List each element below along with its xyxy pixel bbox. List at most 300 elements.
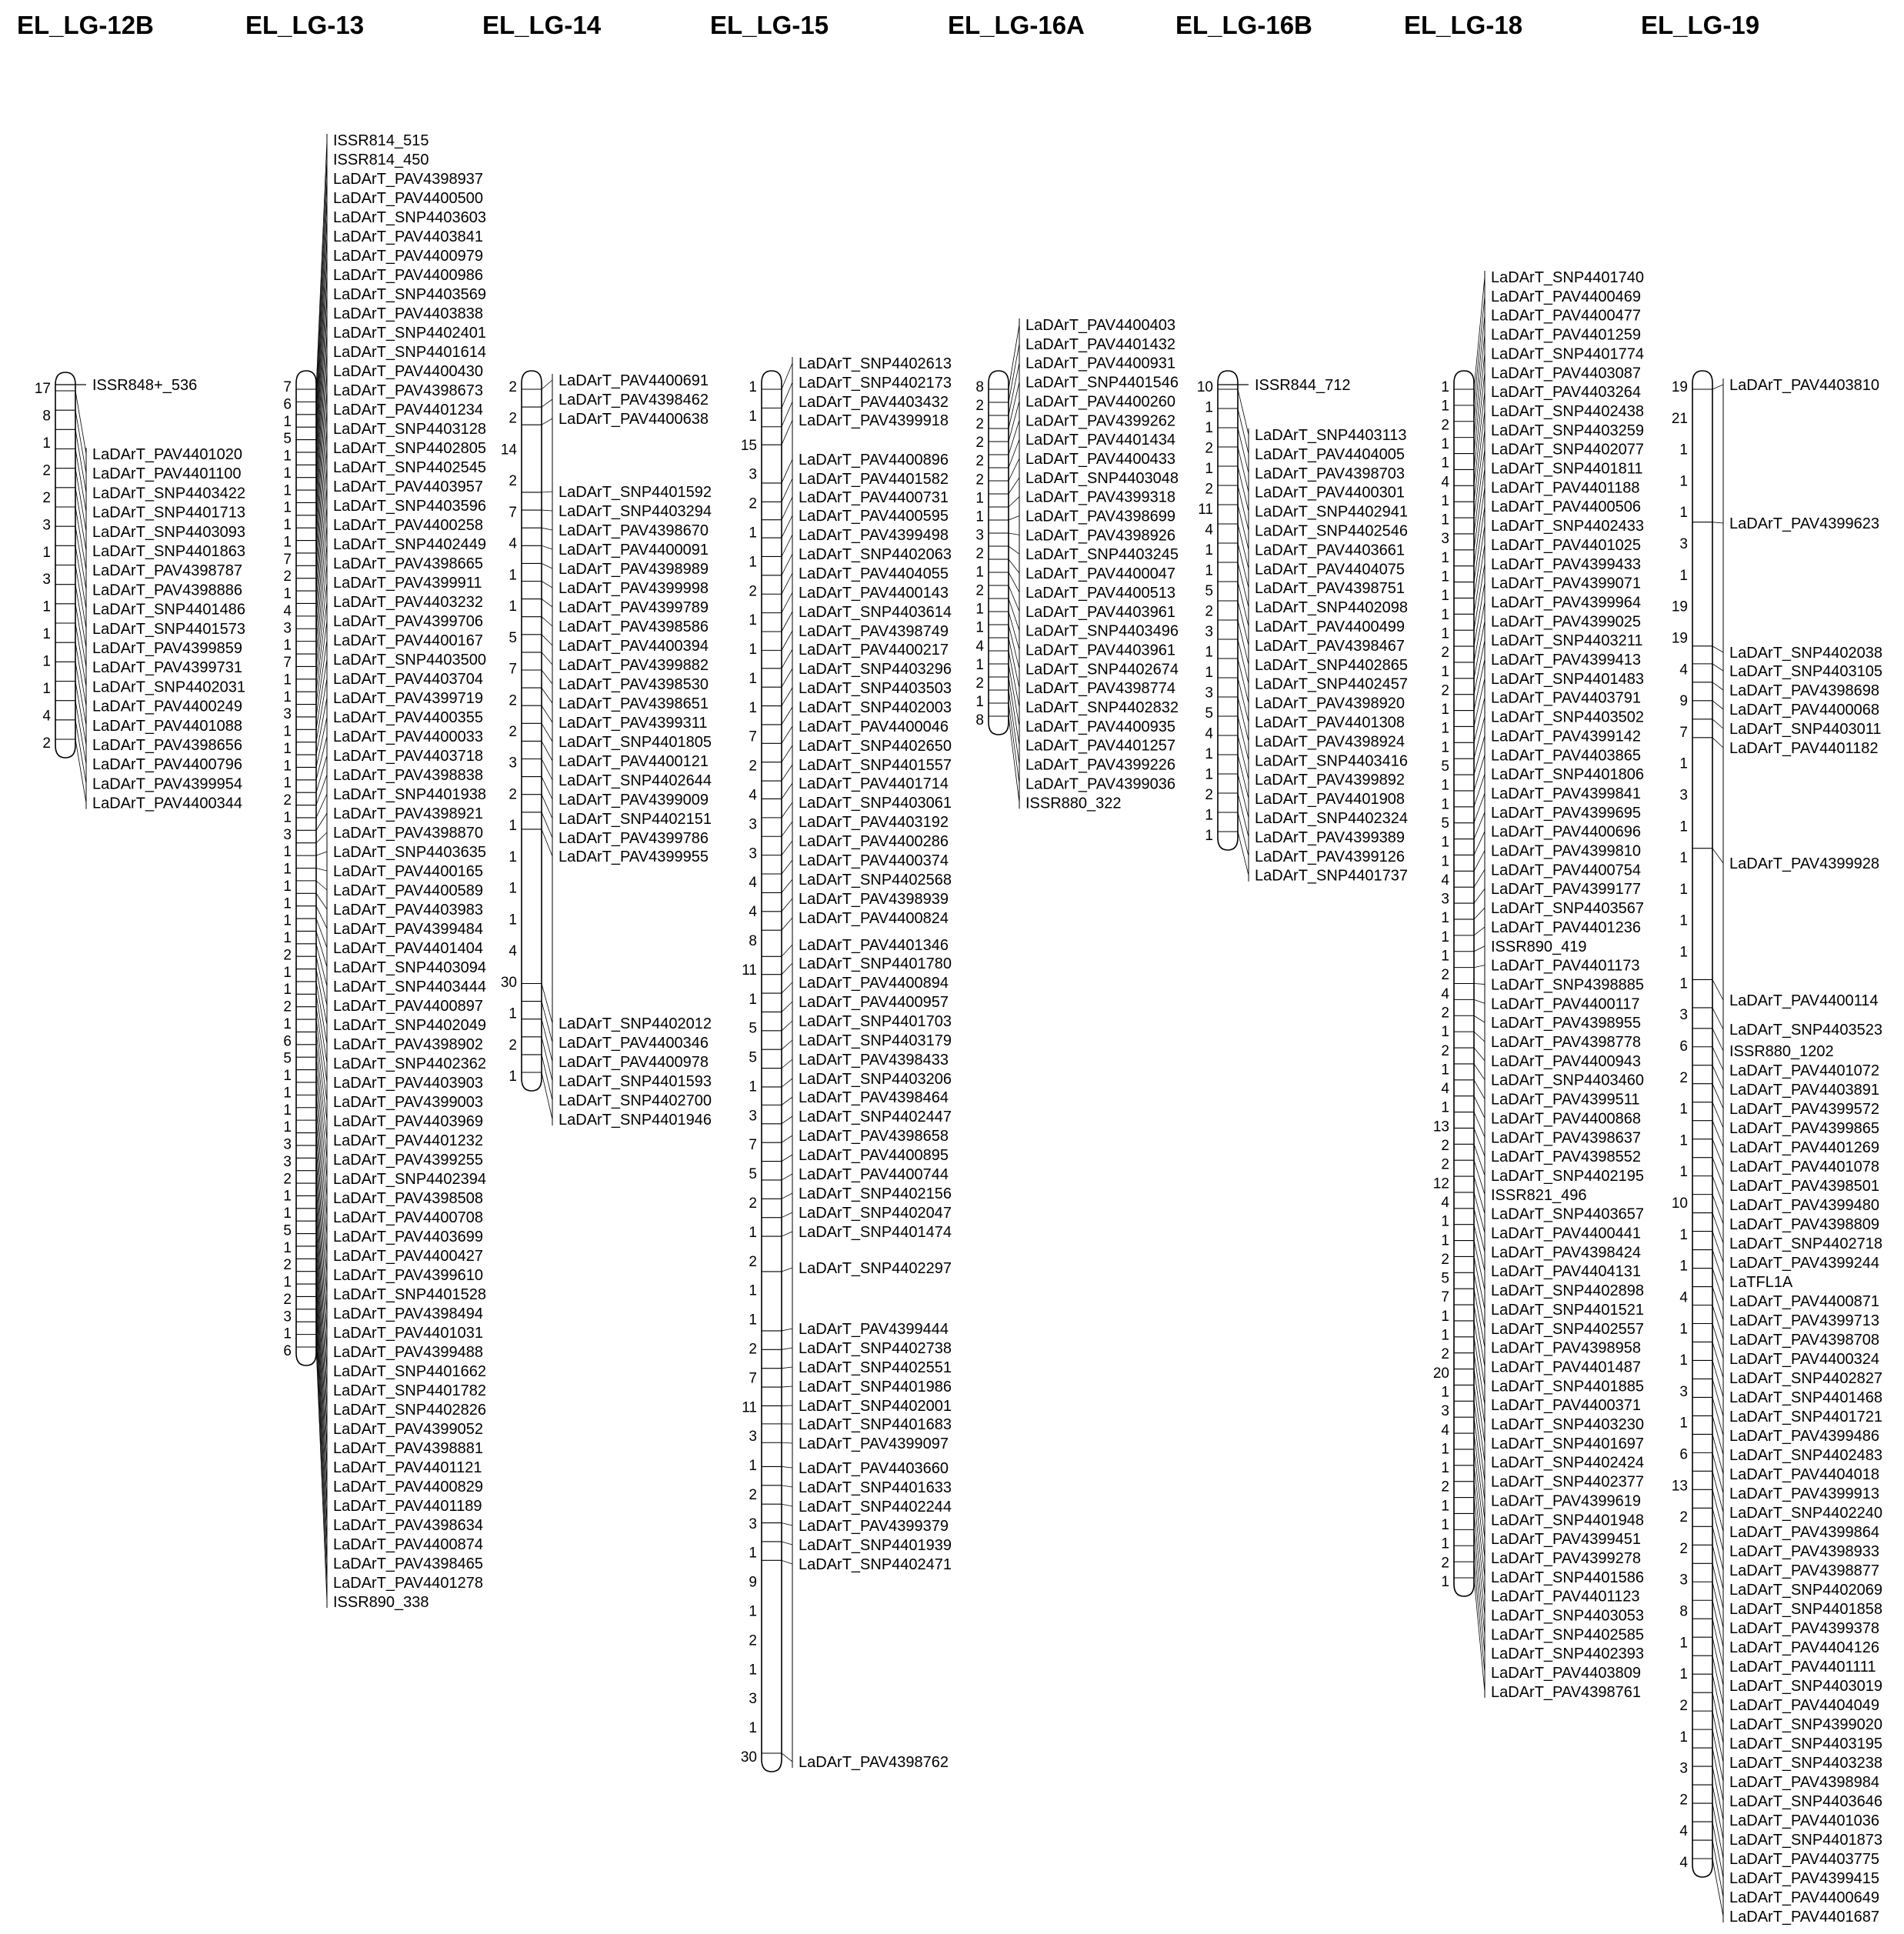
marker-label: LaDArT_PAV4400433	[1025, 450, 1175, 468]
marker-label: LaDArT_PAV4400978	[559, 1054, 709, 1071]
distance-label: 1	[1441, 1099, 1449, 1116]
distance-label: 4	[42, 708, 51, 725]
marker-connector	[75, 604, 86, 667]
marker-label: LaDArT_SNP4402377	[1491, 1473, 1645, 1491]
marker-label: LaDArT_PAV4404055	[799, 565, 949, 582]
marker-label: LaDArT_PAV4400499	[1255, 619, 1405, 635]
distance-label: 4	[1205, 522, 1213, 539]
marker-label: LaDArT_PAV4400394	[559, 638, 709, 655]
marker-label: LaDArT_PAV4398465	[333, 1556, 483, 1572]
marker-label: LaDArT_PAV4400344	[92, 795, 242, 812]
marker-label: LaDArT_PAV4400301	[1255, 484, 1405, 502]
marker-label: LaDArT_PAV4398881	[333, 1440, 483, 1457]
marker-label: ISSR844_712	[1255, 377, 1351, 394]
distance-label: 6	[283, 1033, 292, 1050]
distance-label: 1	[749, 1662, 757, 1679]
marker-connector	[1712, 1379, 1723, 1416]
marker-connector	[782, 1059, 792, 1069]
marker-label: LaDArT_PAV4403838	[333, 305, 483, 322]
marker-connector	[1474, 602, 1485, 662]
distance-label: 1	[749, 1079, 757, 1095]
distance-label: 1	[1679, 1258, 1688, 1275]
marker-connector	[782, 1753, 792, 1762]
marker-label: LaDArT_PAV4399389	[1255, 829, 1405, 846]
marker-label: LaDArT_SNP4403113	[1255, 427, 1407, 444]
distance-label: 1	[283, 895, 292, 912]
marker-connector	[542, 688, 552, 703]
group-title-lg19: EL_LG-19	[1641, 11, 1760, 39]
distance-label: 3	[42, 517, 51, 534]
marker-label: LaDArT_SNP4402173	[799, 375, 952, 392]
marker-connector	[782, 459, 792, 483]
marker-label: LaDArT_SNP4402738	[799, 1340, 952, 1357]
distance-label: 10	[1671, 1195, 1688, 1212]
marker-connector	[1712, 701, 1723, 709]
marker-connector	[1474, 1385, 1485, 1462]
marker-label: LaDArT_PAV4398902	[333, 1036, 483, 1053]
distance-label: 1	[1441, 435, 1449, 452]
marker-label: LaDArT_SNP4402650	[799, 738, 952, 755]
marker-connector	[1009, 516, 1019, 521]
distance-label: 2	[749, 1341, 757, 1358]
marker-label: LaDArT_PAV4399451	[1491, 1531, 1641, 1549]
marker-label: LaDArT_SNP4403646	[1729, 1793, 1883, 1810]
distance-label: 19	[1671, 630, 1688, 647]
marker-label: LaDArT_PAV4399913	[1729, 1486, 1879, 1502]
marker-connector	[1474, 1433, 1485, 1519]
marker-connector	[782, 478, 792, 502]
marker-label: LaDArT_PAV4401020	[92, 446, 242, 463]
distance-label: 3	[42, 572, 51, 589]
distance-label: 30	[740, 1749, 757, 1766]
chromosome-bar	[762, 371, 782, 1772]
distance-label: 1	[1441, 1574, 1449, 1590]
distance-label: 1	[1441, 910, 1449, 927]
marker-label: LaDArT_PAV4400589	[333, 882, 483, 899]
marker-label: LaDArT_PAV4398508	[333, 1190, 483, 1207]
marker-connector	[1238, 447, 1249, 492]
distance-label: 1	[283, 1015, 292, 1032]
distance-label: 7	[749, 729, 757, 745]
marker-label: LaDArT_PAV4399841	[1491, 785, 1641, 802]
marker-label: LaDArT_PAV4403661	[1255, 542, 1405, 559]
marker-label: LaDArT_PAV4400355	[333, 709, 483, 726]
distance-label: 4	[509, 535, 517, 552]
marker-connector	[1712, 1434, 1723, 1474]
marker-label: LaDArT_SNP4401873	[1729, 1832, 1883, 1849]
marker-label: LaDArT_PAV4398762	[799, 1754, 949, 1771]
marker-label: LaDArT_PAV4404126	[1729, 1639, 1879, 1656]
marker-label: LaDArT_SNP4402001	[799, 1398, 952, 1415]
marker-label: LaDArT_PAV4399488	[333, 1344, 483, 1361]
distance-label: 5	[1205, 583, 1213, 599]
marker-connector	[75, 410, 86, 473]
marker-connector	[1474, 774, 1485, 807]
marker-label: LaDArT_PAV4399244	[1729, 1255, 1879, 1272]
marker-label: LaDArT_PAV4401189	[333, 1498, 482, 1515]
marker-connector	[782, 841, 792, 855]
marker-label: LaDArT_SNP4401863	[92, 543, 246, 560]
distance-label: 13	[1432, 1119, 1449, 1135]
distance-label: 1	[509, 599, 517, 615]
marker-connector	[1712, 385, 1723, 389]
marker-connector	[1238, 735, 1249, 779]
marker-connector	[316, 994, 327, 1063]
marker-connector	[782, 1002, 792, 1012]
marker-connector	[1712, 1526, 1723, 1570]
marker-connector	[1474, 1112, 1485, 1138]
distance-label: 14	[500, 442, 517, 458]
marker-connector	[542, 983, 552, 1023]
distance-label: 4	[749, 904, 757, 921]
distance-label: 2	[283, 947, 292, 964]
marker-label: LaDArT_PAV4398703	[1255, 465, 1405, 482]
marker-label: LaDArT_PAV4400868	[1491, 1110, 1641, 1128]
marker-connector	[1474, 1096, 1485, 1119]
marker-label: LaDArT_PAV4399025	[1491, 613, 1641, 631]
marker-label: LaDArT_PAV4401031	[333, 1325, 483, 1342]
marker-label: LaDArT_PAV4400258	[333, 517, 483, 534]
marker-label: LaDArT_SNP4401474	[799, 1224, 952, 1241]
marker-connector	[782, 1523, 792, 1526]
distance-label: 3	[1441, 1403, 1449, 1420]
distance-label: 1	[749, 1458, 757, 1475]
marker-connector	[542, 1055, 552, 1100]
marker-label: LaDArT_PAV4399484	[333, 921, 483, 938]
marker-label: LaDArT_PAV4398933	[1729, 1543, 1879, 1560]
distance-label: 1	[749, 991, 757, 1008]
distance-label: 2	[509, 410, 517, 427]
marker-connector	[1238, 755, 1249, 799]
marker-label: LaDArT_PAV4399964	[1491, 594, 1641, 612]
distance-label: 1	[1679, 819, 1688, 835]
marker-connector	[542, 581, 552, 588]
distance-label: 1	[283, 465, 292, 482]
distance-label: 2	[1679, 1069, 1688, 1086]
marker-label: LaDArT_PAV4398552	[1491, 1149, 1641, 1166]
marker-label: LaDArT_SNP4401592	[559, 484, 712, 501]
distance-label: 1	[1205, 542, 1213, 559]
marker-label: LaDArT_PAV4398749	[799, 623, 949, 640]
marker-connector	[782, 1329, 792, 1331]
distance-label: 1	[1441, 702, 1449, 719]
marker-connector	[782, 1097, 792, 1105]
marker-connector	[1238, 505, 1249, 549]
marker-connector	[1474, 946, 1485, 952]
marker-label: LaDArT_PAV4401269	[1729, 1139, 1879, 1156]
distance-label: 4	[283, 602, 292, 619]
marker-connector	[1238, 678, 1249, 722]
distance-label: 1	[1441, 1213, 1449, 1230]
distance-label: 1	[1679, 1666, 1688, 1683]
marker-connector	[782, 918, 792, 930]
marker-connector	[1009, 533, 1019, 535]
marker-connector	[782, 1135, 792, 1142]
marker-label: LaDArT_SNP4403294	[559, 503, 712, 520]
distance-label: 1	[749, 612, 757, 629]
distance-label: 6	[283, 396, 292, 413]
marker-connector	[782, 1560, 792, 1564]
marker-label: LaDArT_SNP4403444	[333, 979, 487, 995]
marker-connector	[1238, 485, 1249, 531]
distance-label: 5	[1441, 1270, 1449, 1287]
distance-label: 1	[509, 880, 517, 897]
marker-label: LaDArT_PAV4398924	[1255, 733, 1405, 751]
marker-connector	[316, 869, 327, 872]
marker-connector	[1238, 697, 1249, 741]
marker-label: LaDArT_PAV4403961	[1025, 642, 1175, 659]
marker-connector	[1712, 1176, 1723, 1205]
marker-label: LaDArT_SNP4401939	[799, 1537, 952, 1554]
marker-label: LaDArT_PAV4398501	[1729, 1178, 1879, 1195]
marker-connector	[782, 382, 792, 408]
marker-connector	[1238, 620, 1249, 665]
distance-label: 3	[283, 1309, 292, 1325]
marker-label: LaDArT_SNP4403245	[1025, 546, 1179, 564]
distance-label: 1	[509, 567, 517, 584]
marker-connector	[782, 1193, 792, 1199]
marker-connector	[1474, 965, 1485, 968]
distance-label: 5	[283, 1222, 292, 1239]
marker-label: LaDArT_PAV4401404	[333, 940, 483, 957]
marker-label: LaDArT_SNP4402433	[1491, 518, 1645, 535]
marker-label: LaDArT_PAV4399480	[1729, 1197, 1879, 1214]
marker-label: LaDArT_SNP4402012	[559, 1015, 712, 1032]
marker-label: LaDArT_PAV4398809	[1729, 1216, 1879, 1233]
marker-connector	[1238, 524, 1249, 569]
marker-label: LaDArT_PAV4399998	[559, 580, 709, 597]
marker-label: LaDArT_SNP4401737	[1255, 867, 1409, 885]
distance-label: 1	[1441, 588, 1449, 605]
marker-label: LaDArT_PAV4400430	[333, 363, 483, 380]
marker-label: LaDArT_PAV4403432	[799, 394, 949, 411]
marker-label: LaDArT_PAV4399486	[1729, 1428, 1879, 1445]
distance-label: 2	[283, 569, 292, 585]
marker-connector	[1238, 793, 1249, 837]
distance-label: 1	[1205, 766, 1213, 783]
marker-connector	[782, 1466, 792, 1468]
distance-label: 3	[1679, 536, 1688, 553]
distance-label: 2	[283, 999, 292, 1015]
distance-label: 1	[1441, 455, 1449, 472]
marker-connector	[1712, 682, 1723, 690]
marker-label: LaDArT_PAV4398637	[1491, 1129, 1641, 1147]
marker-connector	[316, 832, 327, 843]
marker-connector	[1474, 984, 1485, 985]
distance-label: 1	[283, 585, 292, 602]
marker-label: LaDArT_PAV4399731	[92, 659, 242, 677]
marker-label: LaDArT_PAV4400895	[799, 1147, 949, 1164]
distance-label: 2	[283, 1291, 292, 1308]
distance-label: 1	[1441, 1517, 1449, 1534]
marker-label: LaDArT_SNP4403596	[333, 498, 487, 515]
marker-connector	[316, 659, 327, 729]
marker-label: LaDArT_SNP4401483	[1491, 670, 1645, 688]
marker-label: LaDArT_SNP4401557	[799, 757, 952, 774]
marker-label: LaDArT_PAV4401234	[333, 402, 483, 418]
marker-label: ISSR821_496	[1491, 1186, 1587, 1204]
distance-label: 1	[283, 1119, 292, 1136]
marker-connector	[782, 745, 792, 762]
distance-label: 1	[1679, 1101, 1688, 1118]
marker-label: LaDArT_PAV4404049	[1729, 1697, 1879, 1714]
marker-connector	[782, 899, 792, 912]
marker-connector	[1474, 1192, 1485, 1233]
marker-connector	[1712, 1047, 1723, 1070]
marker-connector	[782, 1386, 792, 1387]
marker-label: LaDArT_PAV4401232	[333, 1132, 483, 1149]
distance-label: 1	[1679, 1352, 1688, 1369]
marker-label: LaDArT_PAV4398665	[333, 555, 483, 572]
marker-connector	[782, 1155, 792, 1162]
distance-label: 1	[1441, 569, 1449, 585]
marker-label: LaDArT_PAV4398751	[1255, 580, 1405, 598]
distance-label: 1	[1441, 1327, 1449, 1344]
distance-label: 1	[749, 408, 757, 425]
marker-label: ISSR890_419	[1491, 938, 1587, 955]
distance-label: 1	[975, 656, 984, 673]
distance-label: 3	[283, 620, 292, 637]
marker-connector	[1474, 1144, 1485, 1175]
distance-label: 1	[1441, 663, 1449, 680]
marker-label: LaDArT_SNP4401593	[559, 1073, 712, 1090]
marker-label: LaDArT_PAV4398955	[1491, 1015, 1641, 1032]
marker-label: LaDArT_SNP4402244	[799, 1499, 952, 1516]
distance-label: 5	[509, 629, 517, 646]
marker-connector	[782, 1268, 792, 1272]
marker-label: LaDArT_PAV4399255	[333, 1152, 483, 1169]
marker-connector	[1712, 849, 1723, 863]
distance-label: 1	[1679, 1635, 1688, 1652]
marker-label: LaDArT_PAV4400033	[333, 729, 483, 745]
distance-label: 2	[749, 1486, 757, 1503]
marker-label: LaDArT_SNP4402069	[1729, 1582, 1883, 1599]
marker-label: LaDArT_PAV4403969	[333, 1113, 483, 1130]
marker-label: LaDArT_SNP4401528	[333, 1286, 487, 1303]
distance-label: 2	[509, 379, 517, 395]
distance-label: 1	[283, 723, 292, 740]
distance-label: 10	[1196, 379, 1213, 395]
marker-label: LaDArT_PAV4403264	[1491, 384, 1641, 402]
distance-label: 1	[749, 642, 757, 659]
marker-connector	[1009, 325, 1019, 389]
distance-label: 5	[1205, 705, 1213, 722]
distance-label: 1	[283, 878, 292, 895]
marker-label: LaDArT_PAV4401257	[1025, 737, 1175, 755]
distance-label: 3	[1679, 787, 1688, 804]
distance-label: 2	[1441, 682, 1449, 699]
marker-connector	[782, 1504, 792, 1506]
distance-label: 6	[1679, 1038, 1688, 1055]
marker-connector	[542, 759, 552, 780]
marker-connector	[542, 563, 552, 569]
marker-connector	[782, 573, 792, 594]
marker-label: LaDArT_SNP4403603	[333, 209, 487, 226]
distance-label: 2	[42, 462, 51, 479]
marker-label: LaDArT_PAV4403841	[333, 228, 483, 245]
distance-label: 1	[1441, 1441, 1449, 1458]
distance-label: 1	[749, 1224, 757, 1241]
distance-label: 2	[42, 489, 51, 506]
marker-label: ISSR880_1202	[1729, 1043, 1834, 1060]
marker-label: LaDArT_PAV4398673	[333, 382, 483, 399]
distance-label: 19	[1671, 599, 1688, 615]
distance-label: 5	[283, 1050, 292, 1067]
marker-label: LaDArT_SNP4403093	[92, 523, 246, 541]
distance-label: 1	[1679, 1729, 1688, 1746]
marker-label: LaDArT_SNP4401703	[799, 1013, 952, 1030]
distance-label: 1	[42, 544, 51, 561]
distance-label: 4	[1441, 872, 1449, 889]
distance-label: 1	[283, 982, 292, 999]
marker-label: LaDArT_PAV4401123	[1491, 1588, 1640, 1606]
marker-label: LaDArT_SNP4403048	[1025, 469, 1179, 487]
marker-label: LaDArT_SNP4402038	[1729, 645, 1883, 662]
marker-label: LaDArT_SNP4402557	[1491, 1320, 1645, 1338]
marker-connector	[782, 1212, 792, 1218]
distance-label: 3	[283, 826, 292, 843]
distance-label: 2	[283, 1257, 292, 1274]
marker-connector	[1238, 832, 1249, 875]
marker-label: LaDArT_PAV4403192	[799, 814, 949, 831]
distance-label: 3	[749, 845, 757, 862]
marker-label: LaDArT_PAV4399177	[1491, 881, 1641, 899]
marker-label: LaDArT_PAV4400469	[1491, 288, 1641, 305]
distance-label: 2	[749, 583, 757, 600]
marker-label: LaDArT_SNP4401468	[1729, 1389, 1883, 1406]
marker-label: LaDArT_PAV4403957	[333, 478, 483, 495]
marker-label: LaDArT_PAV4398658	[799, 1128, 949, 1145]
marker-label: LaDArT_PAV4399789	[559, 599, 709, 616]
marker-connector	[542, 1019, 552, 1062]
distance-label: 2	[1441, 1138, 1449, 1155]
marker-label: LaDArT_PAV4399955	[559, 849, 709, 865]
marker-connector	[1712, 1619, 1723, 1666]
distance-label: 1	[749, 1545, 757, 1562]
marker-connector	[75, 449, 86, 512]
distance-label: 4	[1679, 1289, 1688, 1306]
marker-label: LaDArT_PAV4398433	[799, 1052, 949, 1069]
marker-connector	[782, 535, 792, 556]
marker-label: LaDArT_PAV4399378	[1729, 1620, 1879, 1637]
marker-connector	[782, 982, 792, 993]
marker-connector	[1474, 1321, 1485, 1385]
marker-label: LaDArT_PAV4400744	[799, 1166, 949, 1183]
marker-label: LaDArT_SNP4401946	[559, 1112, 712, 1129]
marker-connector	[542, 418, 552, 425]
marker-label: LaDArT_PAV4400427	[333, 1248, 483, 1265]
distance-label: 3	[1679, 1007, 1688, 1024]
distance-label: 2	[749, 758, 757, 775]
distance-label: 7	[749, 1137, 757, 1154]
distance-label: 1	[42, 681, 51, 698]
marker-connector	[316, 794, 327, 818]
distance-label: 8	[975, 379, 984, 395]
marker-label: LaDArT_PAV4400513	[1025, 584, 1175, 602]
marker-label: LaDArT_SNP4403061	[799, 795, 952, 812]
marker-connector	[782, 1442, 792, 1443]
marker-connector	[1474, 506, 1485, 582]
marker-label: ISSR880_322	[1025, 795, 1122, 812]
distance-label: 6	[283, 1343, 292, 1359]
distance-label: 1	[283, 672, 292, 689]
marker-connector	[75, 642, 86, 705]
distance-label: 1	[283, 930, 292, 946]
marker-label: LaDArT_SNP4403523	[1729, 1022, 1883, 1039]
marker-label: LaDArT_PAV4400708	[333, 1209, 483, 1226]
distance-label: 7	[749, 1370, 757, 1387]
marker-connector	[1009, 458, 1019, 481]
